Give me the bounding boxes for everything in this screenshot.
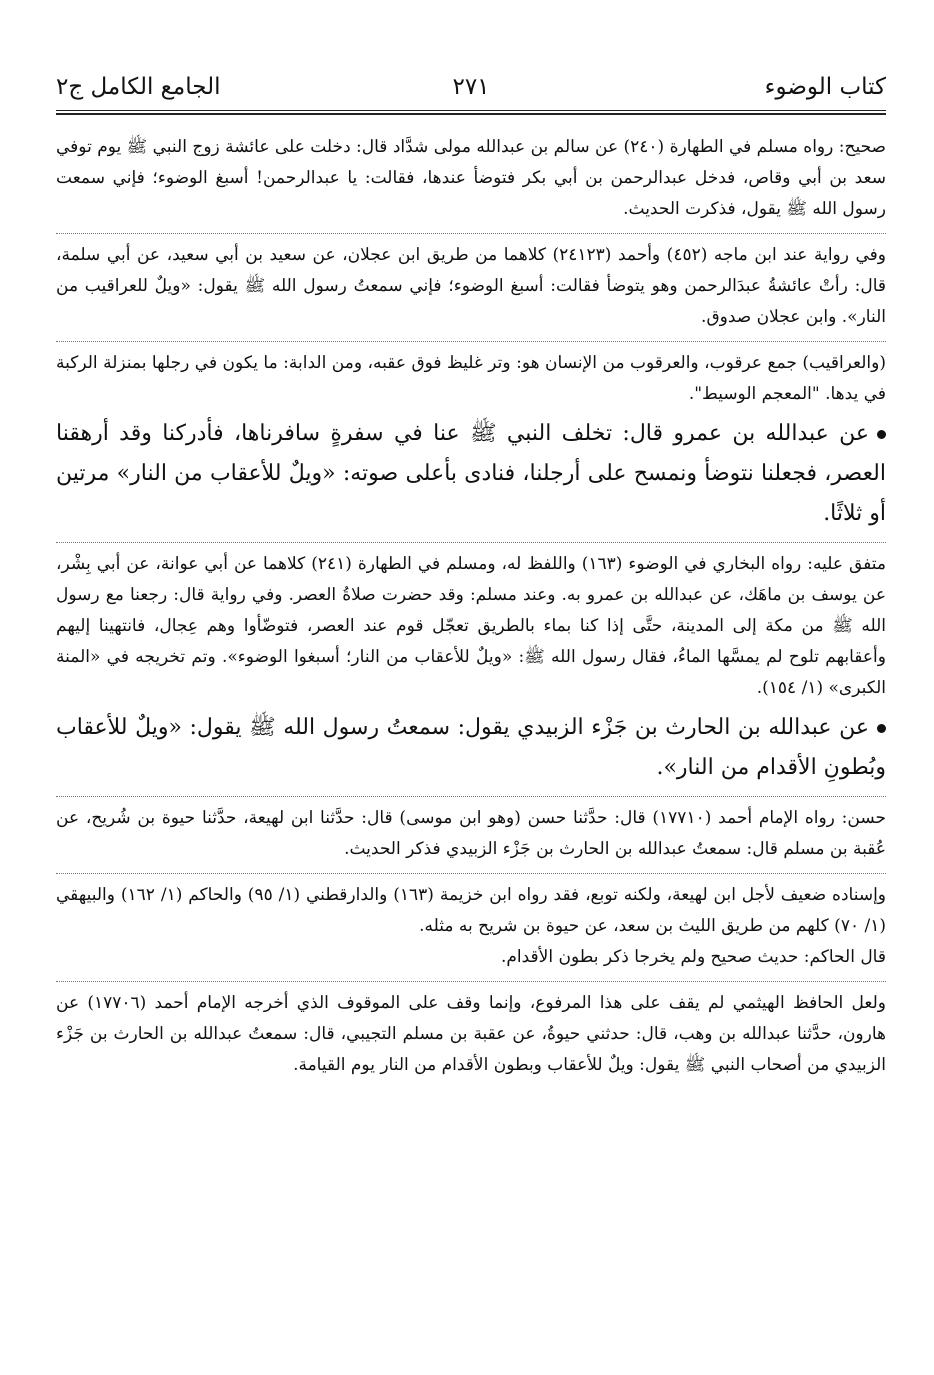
bullet-icon: [877, 724, 886, 733]
takhrij-note-6: ولعل الحافظ الهيثمي لم يقف على هذا المرفوع، وإنما وقف على الموقوف الذي أخرجه الإمام أحمد (١٧٧٠٦) عن هارون، حدَّثنا عبدالله بن وهب، قال: حدثني حيوةُ، عن عقبة بن مسلم التجيبي، قال: سمعتُ عبدالله بن الحارث بن جَزْء الزبيدي من أصحاب النبي ﷺ يقول: ويلٌ للأعقاب وبطون الأقدام من النار يوم القيامة.: [56, 993, 887, 1075]
takhrij-note-4: حسن: رواه الإمام أحمد (١٧٧١٠) قال: حدَّثنا حسن (وهو ابن موسى) قال: حدَّثنا ابن لهيعة، حدَّثنا حيوة بن شُريح، عن عُقبة بن مسلم قال: سمعتُ عبدالله بن الحارث بن جَزْء الزبيدي فذكر الحديث.: [56, 808, 886, 859]
takhrij-note-1: صحيح: رواه مسلم في الطهارة (٢٤٠) عن سالم بن عبدالله مولى شدَّاد قال: دخلت على عائشة زوج النبي ﷺ يوم توفي سعد بن أبي وقاص، فدخل عبدالرحمن بن أبي بكر فتوضأ عندها، فقالت: يا عبدالرحمن! أسبغ الوضوء؛ فإني سمعت رسول الله ﷺ يقول، فذكرت الحديث.: [56, 137, 886, 219]
section-title: كتاب الوضوء: [764, 74, 886, 100]
hakim-note: قال الحاكم: حديث صحيح ولم يخرجا ذكر بطون الأقدام.: [500, 947, 886, 967]
bullet-icon: [877, 430, 886, 439]
hadith-1-text: عن عبدالله بن عمرو قال: تخلف النبي ﷺ عنا في سفرةٍ سافرناها، فأدركنا وقد أرهقنا العصر، فجعلنا نتوضأ ونمسح على أرجلنا، فنادى بأعلى صوته: «ويلٌ للأعقاب من النار» مرتين أو ثلاثًا.: [56, 421, 886, 526]
dotted-separator: [56, 341, 886, 342]
page-number: ٢٧١: [452, 74, 490, 100]
page-header: [56, 64, 886, 111]
hadith-2: [56, 708, 886, 788]
dotted-separator: [56, 542, 886, 543]
dotted-separator: [56, 796, 886, 797]
book-page: [56, 64, 887, 1075]
page-body: [56, 132, 886, 1081]
hadith-2-text: عن عبدالله بن الحارث بن جَزْء الزبيدي يقول: سمعتُ رسول الله ﷺ يقول: «ويلٌ للأعقاب وبُطونِ الأقدام من النار».: [56, 715, 886, 780]
glossary-note: (والعراقيب) جمع عرقوب، والعرقوب من الإنسان هو: وتر غليظ فوق عقبه، ومن الدابة: ما يكون في رجلها بمنزلة الركبة في يدها. "المعجم الوسيط".: [56, 353, 886, 404]
book-title: الجامع الكامل ج٢: [56, 74, 221, 100]
dotted-separator: [56, 233, 886, 234]
hadith-1: [56, 414, 886, 534]
dotted-separator: [56, 873, 886, 874]
dotted-separator: [56, 981, 886, 982]
takhrij-note-2: وفي رواية عند ابن ماجه (٤٥٢) وأحمد (٢٤١٢٣) كلاهما من طريق ابن عجلان، عن سعيد بن أبي سعيد، عن أبي سلمة، قال: رأتْ عائشةُ عبدَالرحمن وهو يتوضأ فقالت: أسبغ الوضوء؛ فإني سمعتُ رسول الله ﷺ يقول: «ويلٌ للعراقيب من النار». وابن عجلان صدوق.: [56, 245, 887, 327]
takhrij-note-3: متفق عليه: رواه البخاري في الوضوء (١٦٣) واللفظ له، ومسلم في الطهارة (٢٤١) كلاهما عن أبي عوانة، عن أبي بِشْر، عن يوسف بن ماهَك، عن عبدالله بن عمرو به. وعند مسلم: وقد حضرت صلاةُ العصر. وفي رواية قال: رجعنا مع رسول الله ﷺ من مكة إلى المدينة، حتَّى إذا كنا بماء بالطريق تعجّل قوم عند العصر، فتوضّأوا وهم عِجال، فانتهينا إليهم وأعقابهم تلوح لم يمسَّها الماءُ، فقال رسول الله ﷺ: «ويلٌ للأعقاب من النار؛ أسبغوا الوضوء». وتم تخريجه في «المنة الكبرى» (١/ ١٥٤).: [56, 554, 886, 698]
takhrij-note-5: وإسناده ضعيف لأجل ابن لهيعة، ولكنه توبع، فقد رواه ابن خزيمة (١٦٣) والدارقطني (١/ ٩٥) والحاكم (١/ ١٦٢) والبيهقي (١/ ٧٠) كلهم من طريق الليث بن سعد، عن حيوة بن شريح به مثله.: [56, 885, 887, 936]
